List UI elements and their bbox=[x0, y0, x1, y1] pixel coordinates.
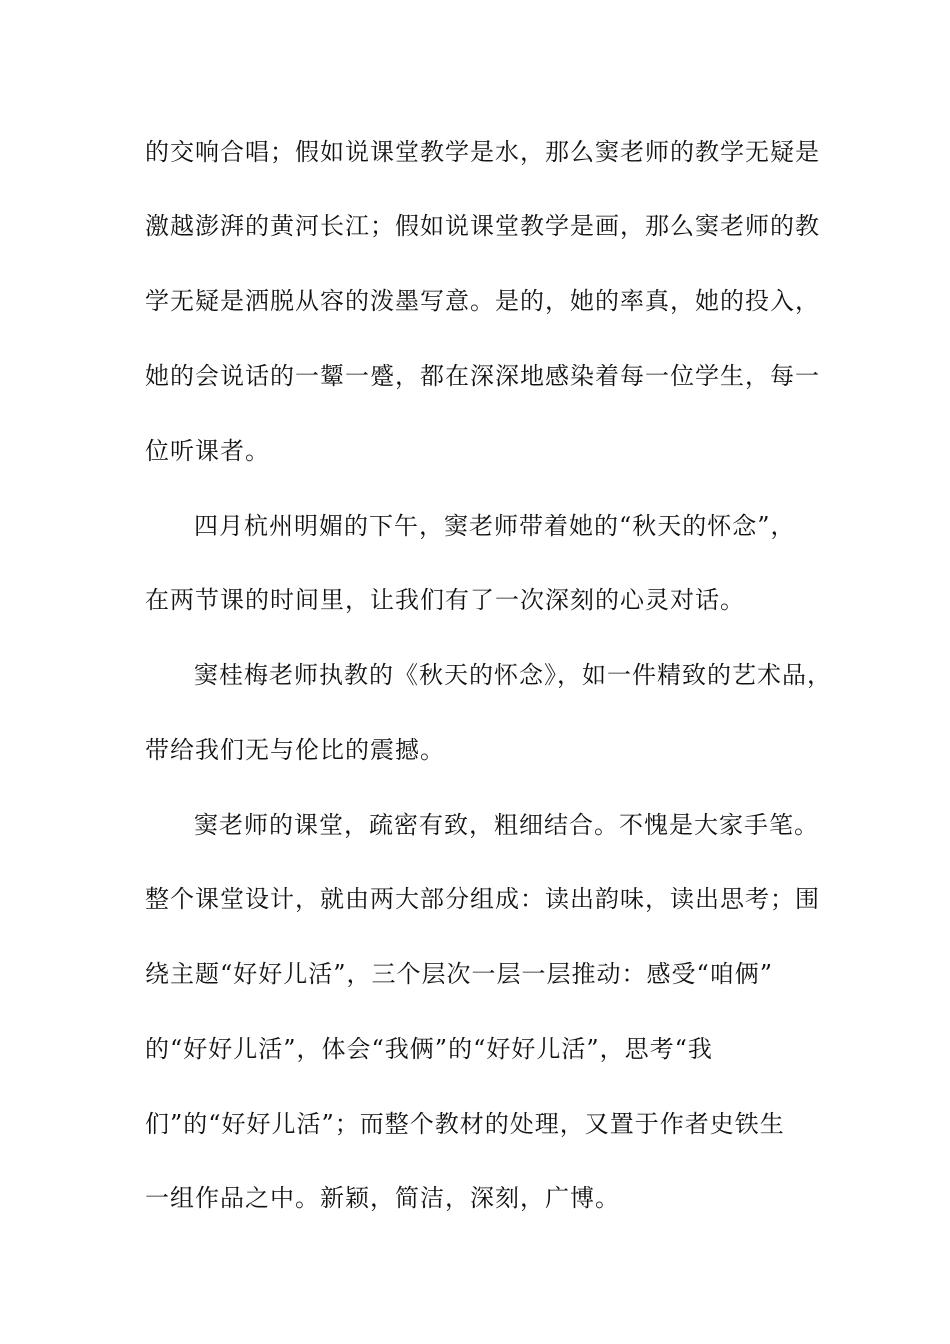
text-line: 她的会说话的一颦一蹙，都在深深地感染着每一位学生，每一 bbox=[145, 362, 820, 390]
text-line: 激越澎湃的黄河长江；假如说课堂教学是画，那么窦老师的教 bbox=[145, 212, 820, 240]
text-line: 学无疑是洒脱从容的泼墨写意。是的，她的率真，她的投入， bbox=[145, 287, 820, 315]
text-line: 位听课者。 bbox=[145, 437, 270, 465]
text-line: 们”的“好好儿活”；而整个教材的处理，又置于作者史铁生 bbox=[145, 1110, 785, 1138]
text-line: 一组作品之中。新颖，简洁，深刻，广博。 bbox=[145, 1184, 620, 1212]
paragraph-first-line: 四月杭州明媚的下午，窦老师带着她的“秋天的怀念”， bbox=[194, 512, 796, 540]
text-line: 带给我们无与伦比的震撼。 bbox=[145, 736, 445, 764]
paragraph-first-line: 窦老师的课堂，疏密有致，粗细结合。不愧是大家手笔。 bbox=[194, 811, 819, 839]
text-line: 的交响合唱；假如说课堂教学是水，那么窦老师的教学无疑是 bbox=[145, 138, 820, 166]
text-line: 在两节课的时间里，让我们有了一次深刻的心灵对话。 bbox=[145, 586, 745, 614]
text-line: 整个课堂设计，就由两大部分组成：读出韵味，读出思考；围 bbox=[145, 885, 820, 913]
text-line: 绕主题“好好儿活”，三个层次一层一层推动：感受“咱俩” bbox=[145, 960, 774, 988]
paragraph-first-line: 窦桂梅老师执教的《秋天的怀念》，如一件精致的艺术品， bbox=[194, 661, 832, 689]
text-line: 的“好好儿活”，体会“我俩”的“好好儿活”，思考“我 bbox=[145, 1035, 713, 1063]
